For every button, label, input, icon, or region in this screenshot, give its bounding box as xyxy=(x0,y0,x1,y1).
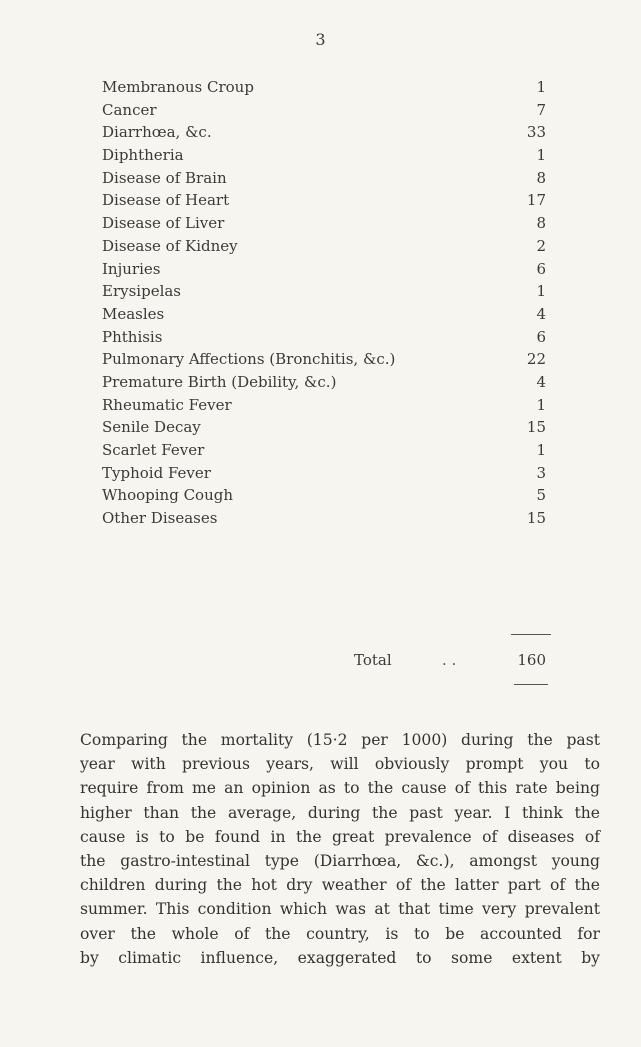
commentary-line: Comparing the mortality (15·2 per 1000) during the past xyxy=(80,731,600,749)
table-row xyxy=(102,507,546,530)
table-row xyxy=(102,235,546,258)
cause-count: 17 xyxy=(526,191,546,210)
cause-name: Disease of Brain xyxy=(102,167,231,190)
total-label: Total xyxy=(354,651,392,669)
table-row xyxy=(102,439,546,462)
total-rule-bottom xyxy=(514,684,548,685)
table-row xyxy=(102,212,546,235)
table-row xyxy=(102,99,546,122)
cause-name: Pulmonary Affections (Bronchitis, &c.) xyxy=(102,348,399,371)
page-number: 3 xyxy=(315,30,326,49)
commentary-line: over the whole of the country, is to be accounted for xyxy=(80,924,600,943)
cause-count: 7 xyxy=(536,100,546,119)
cause-count: 22 xyxy=(526,350,546,369)
cause-name: Premature Birth (Debility, &c.) xyxy=(102,371,340,394)
cause-name: Measles xyxy=(102,303,168,326)
cause-name: Disease of Kidney xyxy=(102,235,242,258)
causes-of-death-table xyxy=(102,76,546,530)
table-row xyxy=(102,121,546,144)
commentary-line: cause is to be found in the great prevalence of diseases of xyxy=(80,827,600,846)
table-row xyxy=(102,258,546,281)
commentary-paragraph xyxy=(80,728,600,970)
cause-count: 15 xyxy=(526,509,546,528)
cause-name: Membranous Croup xyxy=(102,76,258,99)
table-row xyxy=(102,484,546,507)
table-row xyxy=(102,189,546,212)
cause-name: Other Diseases xyxy=(102,507,221,530)
table-row xyxy=(102,76,546,99)
cause-count: 15 xyxy=(526,418,546,437)
cause-count: 1 xyxy=(536,395,546,414)
cause-count: 8 xyxy=(536,214,546,233)
cause-name: Disease of Liver xyxy=(102,212,228,235)
cause-count: 5 xyxy=(536,486,546,505)
cause-name: Senile Decay xyxy=(102,416,205,439)
cause-name: Disease of Heart xyxy=(102,189,233,212)
cause-count: 1 xyxy=(536,78,546,96)
total-leader-dots: . . xyxy=(442,651,457,669)
commentary-line: by climatic influence, exaggerated to some extent by xyxy=(80,948,600,967)
commentary-line: require from me an opinion as to the cause of this rate being xyxy=(80,779,600,798)
commentary-line: summer. This condition which was at that time very prevalent xyxy=(80,900,600,919)
cause-count: 6 xyxy=(536,327,546,346)
cause-count: 4 xyxy=(536,304,546,323)
table-row xyxy=(102,462,546,485)
commentary-line: higher than the average, during the past year. I think the xyxy=(80,803,600,822)
cause-count: 1 xyxy=(536,282,546,301)
table-row xyxy=(102,144,546,167)
cause-count: 2 xyxy=(536,236,546,255)
cause-count: 4 xyxy=(536,372,546,391)
cause-count: 1 xyxy=(536,441,546,459)
table-row xyxy=(102,280,546,303)
cause-count: 3 xyxy=(536,463,546,482)
cause-count: 8 xyxy=(536,168,546,187)
cause-name: Diarrhœa, &c. xyxy=(102,121,216,144)
cause-name: Rheumatic Fever xyxy=(102,394,236,417)
cause-name: Cancer xyxy=(102,99,161,122)
table-row xyxy=(102,394,546,417)
cause-name: Scarlet Fever xyxy=(102,439,208,462)
commentary-line: children during the hot dry weather of the latter part of the xyxy=(80,876,600,895)
cause-name: Erysipelas xyxy=(102,280,185,303)
cause-name: Whooping Cough xyxy=(102,484,237,507)
commentary-line: the gastro-intestinal type (Diarrhœa, &c.), amongst young xyxy=(80,851,600,870)
cause-name: Typhoid Fever xyxy=(102,462,215,485)
cause-count: 6 xyxy=(536,259,546,278)
table-row xyxy=(102,326,546,349)
table-row xyxy=(102,303,546,326)
table-row xyxy=(102,167,546,190)
cause-count: 33 xyxy=(526,123,546,142)
commentary-line: year with previous years, will obviously prompt you to xyxy=(80,755,600,774)
table-row xyxy=(102,348,546,371)
cause-name: Phthisis xyxy=(102,326,166,349)
total-count: 160 xyxy=(517,651,546,669)
cause-name: Diphtheria xyxy=(102,144,188,167)
cause-count: 1 xyxy=(536,146,546,165)
cause-name: Injuries xyxy=(102,258,164,281)
table-row xyxy=(102,371,546,394)
total-rule-top xyxy=(511,634,551,635)
table-row xyxy=(102,416,546,439)
total-row xyxy=(102,648,546,672)
